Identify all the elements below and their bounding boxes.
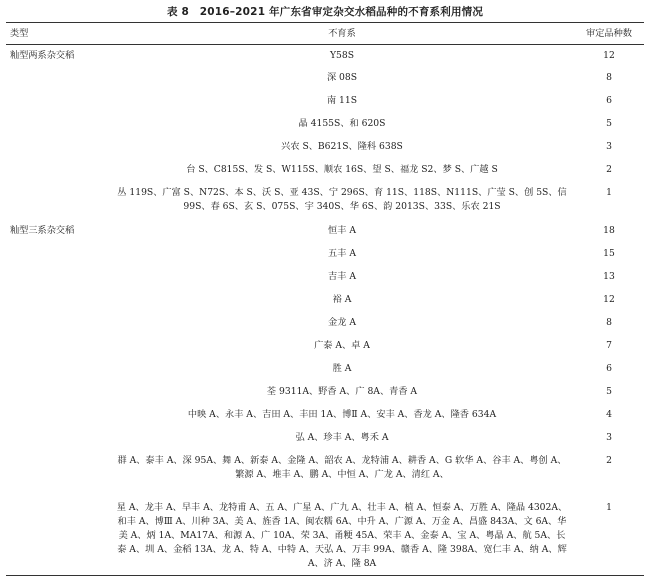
table-row bbox=[6, 158, 644, 181]
type-cell: 籼型两系杂交稻 bbox=[10, 50, 75, 61]
type-cell bbox=[6, 181, 110, 219]
table-row bbox=[6, 112, 644, 135]
variety-count-cell: 5 bbox=[606, 118, 612, 129]
sterile-line-cell: 丛 119S、广富 S、N72S、本 S、沃 S、亚 43S、宁 296S、育 11S、118S、N111S、广莹 S、创 5S、信 99S、春 6S、玄 S、075S、宇 340S、华 6S、韵 2013S、33S、乐农 21S bbox=[117, 187, 567, 212]
sterile-line-cell: 裕 A bbox=[332, 294, 352, 305]
table-row bbox=[6, 265, 644, 288]
variety-count-cell: 3 bbox=[606, 432, 612, 443]
sterile-line-cell: 弘 A、珍丰 A、粤禾 A bbox=[295, 432, 389, 443]
table-row bbox=[6, 487, 644, 576]
type-cell bbox=[6, 449, 110, 487]
variety-count-cell: 8 bbox=[606, 72, 612, 83]
table-row bbox=[6, 45, 644, 67]
table-row bbox=[6, 357, 644, 380]
sterile-line-cell: 荃 9311A、野香 A、广 8A、青香 A bbox=[266, 386, 418, 397]
variety-count-cell: 4 bbox=[606, 409, 612, 420]
variety-count-cell: 1 bbox=[606, 187, 612, 198]
type-cell bbox=[6, 311, 110, 334]
variety-count-cell: 6 bbox=[606, 95, 612, 106]
table-row bbox=[6, 311, 644, 334]
type-cell bbox=[6, 334, 110, 357]
sterile-line-cell: 中映 A、永丰 A、吉田 A、丰田 1A、博Ⅱ A、安丰 A、香龙 A、隆香 634A bbox=[187, 409, 497, 420]
type-cell bbox=[6, 357, 110, 380]
table-row bbox=[6, 242, 644, 265]
table-row bbox=[6, 89, 644, 112]
type-cell bbox=[6, 242, 110, 265]
sterile-line-cell: 兴农 S、B621S、隆科 638S bbox=[281, 141, 403, 152]
type-cell bbox=[6, 135, 110, 158]
sterile-line-cell: 广泰 A、卓 A bbox=[314, 340, 370, 351]
table-row bbox=[6, 181, 644, 219]
table-row bbox=[6, 426, 644, 449]
type-cell bbox=[6, 89, 110, 112]
sterile-line-table bbox=[6, 22, 644, 576]
variety-count-cell: 8 bbox=[606, 317, 612, 328]
variety-count-cell: 3 bbox=[606, 141, 612, 152]
variety-count-cell: 2 bbox=[606, 455, 612, 466]
type-cell bbox=[6, 66, 110, 89]
table-row bbox=[6, 380, 644, 403]
table-row bbox=[6, 288, 644, 311]
type-cell bbox=[6, 158, 110, 181]
sterile-line-cell: 晶 4155S、和 620S bbox=[298, 118, 386, 129]
variety-count-cell: 13 bbox=[603, 271, 615, 282]
variety-count-cell: 2 bbox=[606, 164, 612, 175]
sterile-line-cell: 台 S、C815S、发 S、W115S、顺农 16S、望 S、福龙 S2、梦 S、广越 S bbox=[186, 164, 498, 175]
table-row bbox=[6, 403, 644, 426]
header-sterile-line: 不育系 bbox=[328, 28, 356, 39]
variety-count-cell: 18 bbox=[603, 225, 615, 236]
type-cell bbox=[6, 288, 110, 311]
sterile-line-cell: 深 08S bbox=[326, 72, 358, 83]
variety-count-cell: 6 bbox=[606, 363, 612, 374]
type-cell bbox=[6, 112, 110, 135]
sterile-line-cell: 五丰 A bbox=[328, 248, 356, 259]
type-cell: 籼型三系杂交稻 bbox=[10, 225, 75, 236]
sterile-line-cell: 金龙 A bbox=[328, 317, 356, 328]
sterile-line-cell: 恒丰 A bbox=[328, 225, 356, 236]
sterile-line-cell: 南 11S bbox=[326, 95, 358, 106]
sterile-line-cell: 吉丰 A bbox=[328, 271, 356, 282]
type-cell bbox=[6, 426, 110, 449]
sterile-line-cell: 胜 A bbox=[332, 363, 352, 374]
variety-count-cell: 5 bbox=[606, 386, 612, 397]
variety-count-cell: 15 bbox=[603, 248, 615, 259]
table-caption: 表 8 2016–2021 年广东省审定杂交水稻品种的不育系利用情况 bbox=[166, 6, 484, 18]
table-header-row bbox=[6, 23, 644, 45]
sterile-line-cell: 群 A、泰丰 A、深 95A、舞 A、新泰 A、金隆 A、韶农 A、龙特浦 A、耕香 A、G 软华 A、谷丰 A、粤创 A、繁源 A、堆丰 A、鹏 A、中恒 A、广龙 A、清红 A、 bbox=[117, 455, 567, 480]
variety-count-cell: 1 bbox=[606, 502, 612, 513]
table-row bbox=[6, 449, 644, 487]
type-cell bbox=[6, 403, 110, 426]
variety-count-cell: 12 bbox=[603, 294, 615, 305]
sterile-line-cell: 星 A、龙丰 A、早丰 A、龙特甫 A、五 A、广星 A、广九 A、壮丰 A、植 A、恒泰 A、万胜 A、隆晶 4302A、和丰 A、博Ⅲ A、川种 3A、美 A、旌香 1A、闽农糯 6A、中升 A、广源 A、万金 A、昌盛 843A、文 6A、华美 A、炳 1A、MA17A、和源 A、广 10A、荣 3A、甬粳 45A、荣丰 A、金泰 A、宝 A、粤晶 A、航 5A、长泰 A、圳 A、金稻 13A、龙 A、特 A、中特 A、天弘 A、万丰 99A、赣香 A、隆 398A、宽仁丰 A、纳 A、辉 A、济 A、隆 8A bbox=[116, 502, 568, 569]
type-cell bbox=[6, 380, 110, 403]
sterile-line-cell: Y58S bbox=[329, 50, 355, 61]
header-variety-count: 审定品种数 bbox=[586, 28, 632, 39]
type-cell bbox=[6, 265, 110, 288]
table-row bbox=[6, 219, 644, 242]
header-type: 类型 bbox=[10, 28, 29, 39]
type-cell bbox=[6, 487, 110, 576]
table-row bbox=[6, 135, 644, 158]
table-row bbox=[6, 334, 644, 357]
variety-count-cell: 7 bbox=[606, 340, 612, 351]
variety-count-cell: 12 bbox=[603, 50, 615, 61]
table-row bbox=[6, 66, 644, 89]
